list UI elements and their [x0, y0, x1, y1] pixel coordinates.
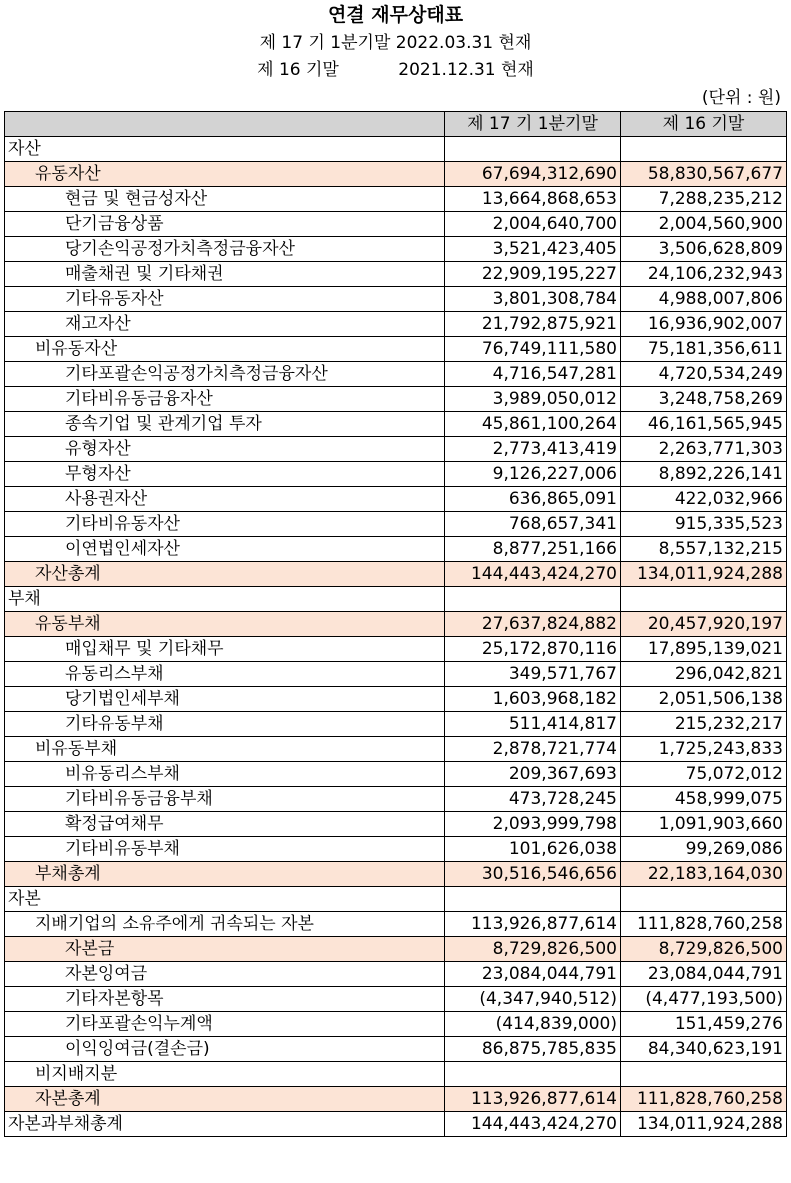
- prior-period-value: 16,936,902,007: [621, 312, 787, 337]
- current-period-value: [445, 137, 621, 162]
- table-row: [5, 287, 787, 312]
- table-row: [5, 187, 787, 212]
- prior-period-value: 458,999,075: [621, 787, 787, 812]
- table-row: [5, 862, 787, 887]
- current-period-value: 21,792,875,921: [445, 312, 621, 337]
- account-label: 자본: [5, 887, 445, 912]
- account-label: 매출채권 및 기타채권: [5, 262, 445, 287]
- prior-period-value: 4,720,534,249: [621, 362, 787, 387]
- account-label: 무형자산: [5, 462, 445, 487]
- account-label: 기타비유동금융부채: [5, 787, 445, 812]
- table-row: [5, 812, 787, 837]
- current-period-value: 3,801,308,784: [445, 287, 621, 312]
- current-period-value: [445, 1062, 621, 1087]
- table-row: [5, 537, 787, 562]
- account-label: 부채총계: [5, 862, 445, 887]
- account-label: 지배기업의 소유주에게 귀속되는 자본: [5, 912, 445, 937]
- statement-title: 연결 재무상태표: [327, 4, 464, 26]
- account-label: 비지배지분: [5, 1062, 445, 1087]
- table-row: [5, 162, 787, 187]
- current-period-value: 25,172,870,116: [445, 637, 621, 662]
- prior-period-value: 3,506,628,809: [621, 237, 787, 262]
- current-period-value: 209,367,693: [445, 762, 621, 787]
- current-period-value: 768,657,341: [445, 512, 621, 537]
- account-label: 사용권자산: [5, 487, 445, 512]
- table-row: [5, 912, 787, 937]
- table-row: [5, 1112, 787, 1137]
- prior-period-value: 75,181,356,611: [621, 337, 787, 362]
- account-label: 기타자본항목: [5, 987, 445, 1012]
- table-row: [5, 1012, 787, 1037]
- prior-period-value: [621, 137, 787, 162]
- current-period-value: 113,926,877,614: [445, 912, 621, 937]
- current-period-value: 636,865,091: [445, 487, 621, 512]
- current-period-value: 8,877,251,166: [445, 537, 621, 562]
- table-row: [5, 937, 787, 962]
- account-label: 이익잉여금(결손금): [5, 1037, 445, 1062]
- table-row: [5, 662, 787, 687]
- table-row: [5, 637, 787, 662]
- table-row: [5, 562, 787, 587]
- current-period-value: 3,989,050,012: [445, 387, 621, 412]
- table-row: [5, 237, 787, 262]
- current-period-value: 27,637,824,882: [445, 612, 621, 637]
- account-label: 기타포괄손익공정가치측정금융자산: [5, 362, 445, 387]
- prior-period-value: 20,457,920,197: [621, 612, 787, 637]
- table-row: [5, 1062, 787, 1087]
- current-period-value: 2,773,413,419: [445, 437, 621, 462]
- account-label: 비유동리스부채: [5, 762, 445, 787]
- current-period-value: 45,861,100,264: [445, 412, 621, 437]
- prior-period-value: 8,729,826,500: [621, 937, 787, 962]
- current-period-value: 2,093,999,798: [445, 812, 621, 837]
- header-account: [5, 112, 445, 137]
- table-row: [5, 137, 787, 162]
- table-row: [5, 987, 787, 1012]
- prior-period-value: 111,828,760,258: [621, 912, 787, 937]
- account-label: 자본잉여금: [5, 962, 445, 987]
- account-label: 유동리스부채: [5, 662, 445, 687]
- prior-period-value: 1,725,243,833: [621, 737, 787, 762]
- table-row: [5, 587, 787, 612]
- account-label: 기타비유동자산: [5, 512, 445, 537]
- table-row: [5, 837, 787, 862]
- prior-period-value: 2,263,771,303: [621, 437, 787, 462]
- account-label: 유형자산: [5, 437, 445, 462]
- current-period-value: 86,875,785,835: [445, 1037, 621, 1062]
- prior-period-value: 75,072,012: [621, 762, 787, 787]
- current-period-value: 2,004,640,700: [445, 212, 621, 237]
- table-row: [5, 412, 787, 437]
- prior-period-value: 915,335,523: [621, 512, 787, 537]
- current-period-value: 76,749,111,580: [445, 337, 621, 362]
- table-row: [5, 787, 787, 812]
- current-period-value: 1,603,968,182: [445, 687, 621, 712]
- current-period-value: (4,347,940,512): [445, 987, 621, 1012]
- prior-period-value: 1,091,903,660: [621, 812, 787, 837]
- account-label: 기타비유동금융자산: [5, 387, 445, 412]
- unit-label: (단위 : 원): [701, 88, 781, 108]
- account-label: 자본금: [5, 937, 445, 962]
- table-row: [5, 687, 787, 712]
- account-label: 부채: [5, 587, 445, 612]
- balance-sheet-table: [4, 111, 787, 1137]
- account-label: 확정급여채무: [5, 812, 445, 837]
- current-period-value: 3,521,423,405: [445, 237, 621, 262]
- table-row: [5, 337, 787, 362]
- prior-period-value: 3,248,758,269: [621, 387, 787, 412]
- current-period-value: [445, 887, 621, 912]
- prior-period-value: 2,004,560,900: [621, 212, 787, 237]
- prior-period-value: (4,477,193,500): [621, 987, 787, 1012]
- account-label: 기타유동자산: [5, 287, 445, 312]
- account-label: 당기법인세부채: [5, 687, 445, 712]
- header-prior-period: 제 16 기말: [621, 112, 787, 137]
- table-row: [5, 612, 787, 637]
- prior-period-value: 111,828,760,258: [621, 1087, 787, 1112]
- current-period-value: 349,571,767: [445, 662, 621, 687]
- current-period-value: (414,839,000): [445, 1012, 621, 1037]
- table-row: [5, 1037, 787, 1062]
- account-label: 당기손익공정가치측정금융자산: [5, 237, 445, 262]
- prior-period-value: 46,161,565,945: [621, 412, 787, 437]
- table-row: [5, 387, 787, 412]
- current-period-value: 9,126,227,006: [445, 462, 621, 487]
- account-label: 기타포괄손익누계액: [5, 1012, 445, 1037]
- prior-period-value: 134,011,924,288: [621, 1112, 787, 1137]
- prior-period-value: 84,340,623,191: [621, 1037, 787, 1062]
- current-period-value: 144,443,424,270: [445, 562, 621, 587]
- table-row: [5, 437, 787, 462]
- current-period-value: 2,878,721,774: [445, 737, 621, 762]
- account-label: 자본총계: [5, 1087, 445, 1112]
- current-period-value: 4,716,547,281: [445, 362, 621, 387]
- table-row: [5, 362, 787, 387]
- table-row: [5, 712, 787, 737]
- prior-period-value: 296,042,821: [621, 662, 787, 687]
- prior-period-value: 24,106,232,943: [621, 262, 787, 287]
- period-prior: 제 16 기말 2021.12.31 현재: [257, 60, 534, 80]
- current-period-value: 113,926,877,614: [445, 1087, 621, 1112]
- table-row: [5, 462, 787, 487]
- account-label: 유동자산: [5, 162, 445, 187]
- current-period-value: 8,729,826,500: [445, 937, 621, 962]
- account-label: 기타비유동부채: [5, 837, 445, 862]
- account-label: 기타유동부채: [5, 712, 445, 737]
- prior-period-value: 58,830,567,677: [621, 162, 787, 187]
- account-label: 종속기업 및 관계기업 투자: [5, 412, 445, 437]
- account-label: 현금 및 현금성자산: [5, 187, 445, 212]
- prior-period-value: [621, 587, 787, 612]
- table-row: [5, 737, 787, 762]
- prior-period-value: 151,459,276: [621, 1012, 787, 1037]
- prior-period-value: 215,232,217: [621, 712, 787, 737]
- period-current: 제 17 기 1분기말 2022.03.31 현재: [259, 33, 532, 53]
- table-row: [5, 962, 787, 987]
- current-period-value: 473,728,245: [445, 787, 621, 812]
- account-label: 유동부채: [5, 612, 445, 637]
- prior-period-value: 23,084,044,791: [621, 962, 787, 987]
- table-row: [5, 762, 787, 787]
- prior-period-value: 134,011,924,288: [621, 562, 787, 587]
- table-row: [5, 212, 787, 237]
- prior-period-value: 22,183,164,030: [621, 862, 787, 887]
- account-label: 단기금융상품: [5, 212, 445, 237]
- current-period-value: 101,626,038: [445, 837, 621, 862]
- table-header-row: [5, 112, 787, 137]
- prior-period-value: 99,269,086: [621, 837, 787, 862]
- account-label: 자산총계: [5, 562, 445, 587]
- current-period-value: 22,909,195,227: [445, 262, 621, 287]
- table-row: [5, 1087, 787, 1112]
- header-current-period: 제 17 기 1분기말: [445, 112, 621, 137]
- current-period-value: 511,414,817: [445, 712, 621, 737]
- current-period-value: 67,694,312,690: [445, 162, 621, 187]
- current-period-value: 30,516,546,656: [445, 862, 621, 887]
- prior-period-value: 8,892,226,141: [621, 462, 787, 487]
- current-period-value: 13,664,868,653: [445, 187, 621, 212]
- table-row: [5, 512, 787, 537]
- account-label: 자산: [5, 137, 445, 162]
- prior-period-value: [621, 1062, 787, 1087]
- prior-period-value: 2,051,506,138: [621, 687, 787, 712]
- table-row: [5, 312, 787, 337]
- current-period-value: 144,443,424,270: [445, 1112, 621, 1137]
- prior-period-value: [621, 887, 787, 912]
- prior-period-value: 17,895,139,021: [621, 637, 787, 662]
- account-label: 비유동자산: [5, 337, 445, 362]
- account-label: 비유동부채: [5, 737, 445, 762]
- current-period-value: 23,084,044,791: [445, 962, 621, 987]
- account-label: 자본과부채총계: [5, 1112, 445, 1137]
- prior-period-value: 7,288,235,212: [621, 187, 787, 212]
- current-period-value: [445, 587, 621, 612]
- prior-period-value: 422,032,966: [621, 487, 787, 512]
- account-label: 이연법인세자산: [5, 537, 445, 562]
- account-label: 재고자산: [5, 312, 445, 337]
- table-row: [5, 487, 787, 512]
- table-row: [5, 262, 787, 287]
- prior-period-value: 4,988,007,806: [621, 287, 787, 312]
- prior-period-value: 8,557,132,215: [621, 537, 787, 562]
- account-label: 매입채무 및 기타채무: [5, 637, 445, 662]
- table-row: [5, 887, 787, 912]
